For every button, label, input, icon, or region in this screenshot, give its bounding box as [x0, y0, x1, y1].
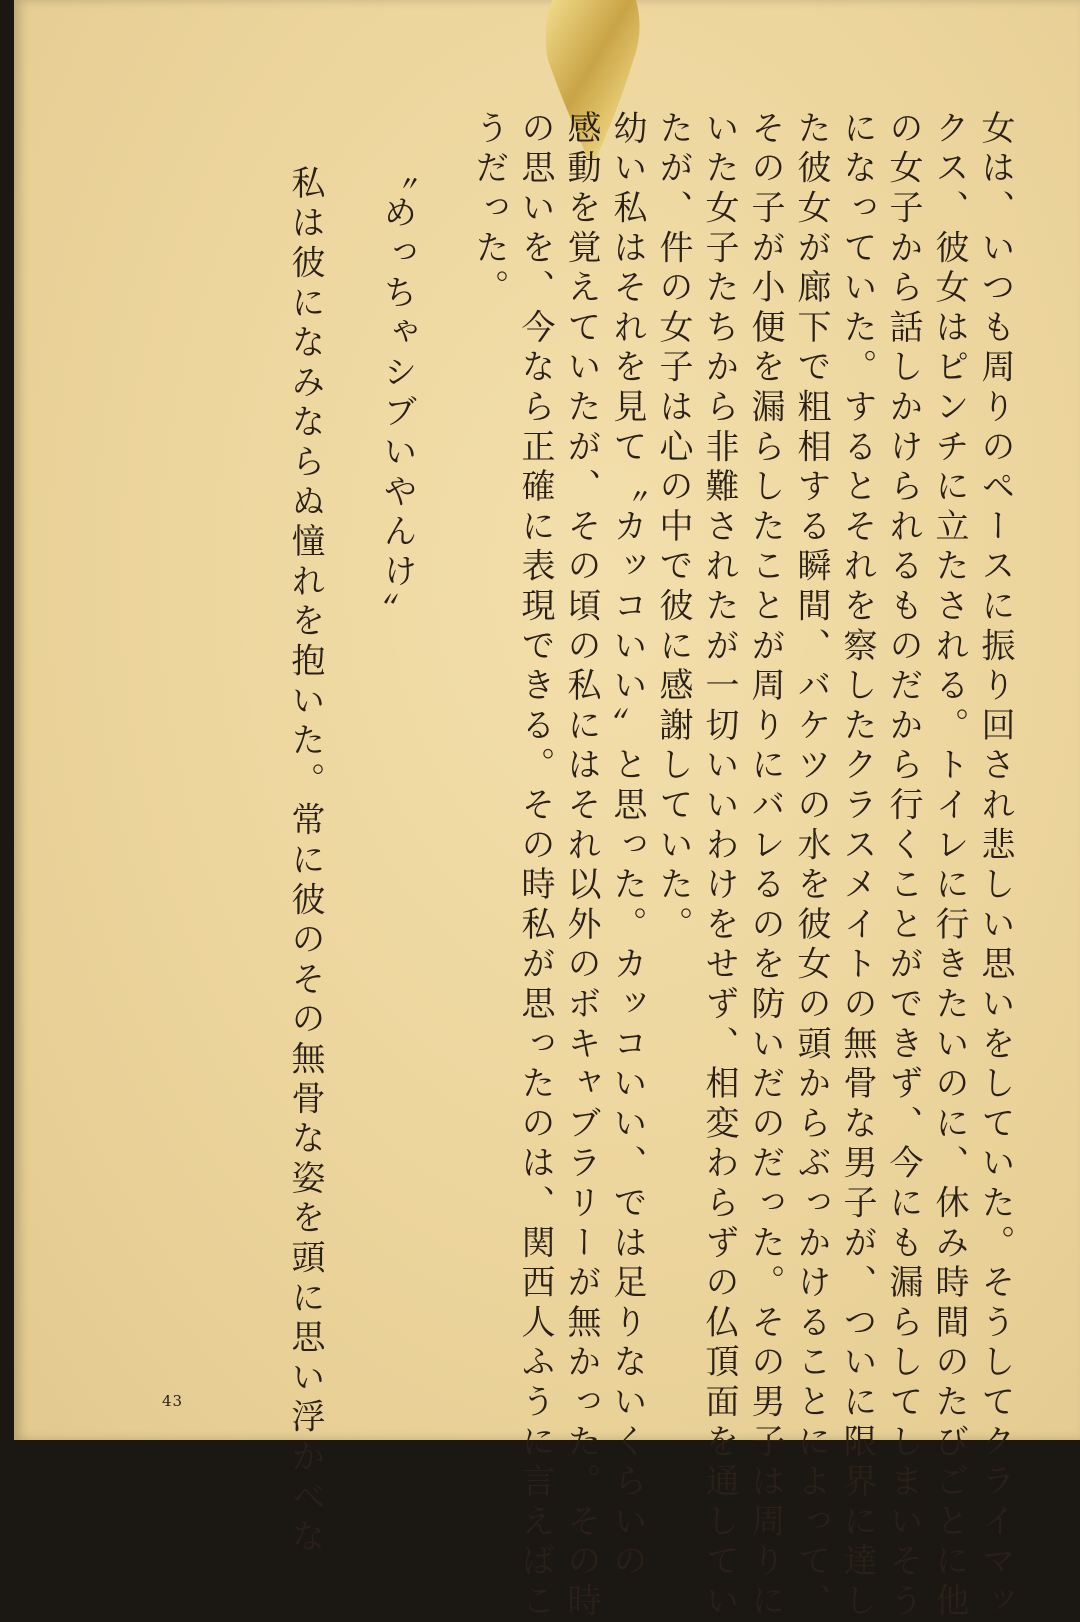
- page-number: 43: [162, 1392, 184, 1410]
- text-line-5: た彼女が廊下で粗相する瞬間、バケツの水を彼女の頭からぶっかけることによって、: [791, 110, 831, 1622]
- text-line-3: の女子から話しかけられるものだから行くことができず、今にも漏らしてしまいそう: [883, 110, 923, 1622]
- text-line-10: 感動を覚えていたが、その頃の私にはそれ以外のボキャブラリーが無かった。その時: [561, 110, 601, 1622]
- text-line-7: いた女子たちから非難されたが一切いいわけをせず、相変わらずの仏頂面を通してい: [699, 110, 739, 1622]
- dialogue-line: 〝めっちゃシブいやんけ〟: [377, 155, 417, 633]
- text-line-1: 女は、いつも周りのペースに振り回され悲しい思いをしていた。そうしてクライマッ: [975, 110, 1015, 1622]
- text-line-11: の思いを、今なら正確に表現できる。その時私が思ったのは、関西人ふうに言えばこ: [515, 110, 555, 1622]
- text-line-12: うだった。: [469, 110, 509, 309]
- text-line-4: になっていた。するとそれを察したクラスメイトの無骨な男子が、ついに限界に達し: [837, 110, 877, 1622]
- text-line-9: 幼い私はそれを見て〝カッコいい〟と思った。カッコいい、では足りないくらいの: [607, 110, 647, 1583]
- text-line-14: 私は彼になみならぬ憧れを抱いた。常に彼のその無骨な姿を頭に思い浮かべな: [285, 165, 325, 1558]
- text-line-6: その子が小便を漏らしたことが周りにバレるのを防いだのだった。その男子は周りに: [745, 110, 785, 1622]
- book-page: [14, 0, 1080, 1622]
- text-line-2: クス、彼女はピンチに立たされる。トイレに行きたいのに、休み時間のたびごとに他: [929, 110, 969, 1622]
- text-line-8: たが、件の女子は心の中で彼に感謝していた。: [653, 110, 693, 946]
